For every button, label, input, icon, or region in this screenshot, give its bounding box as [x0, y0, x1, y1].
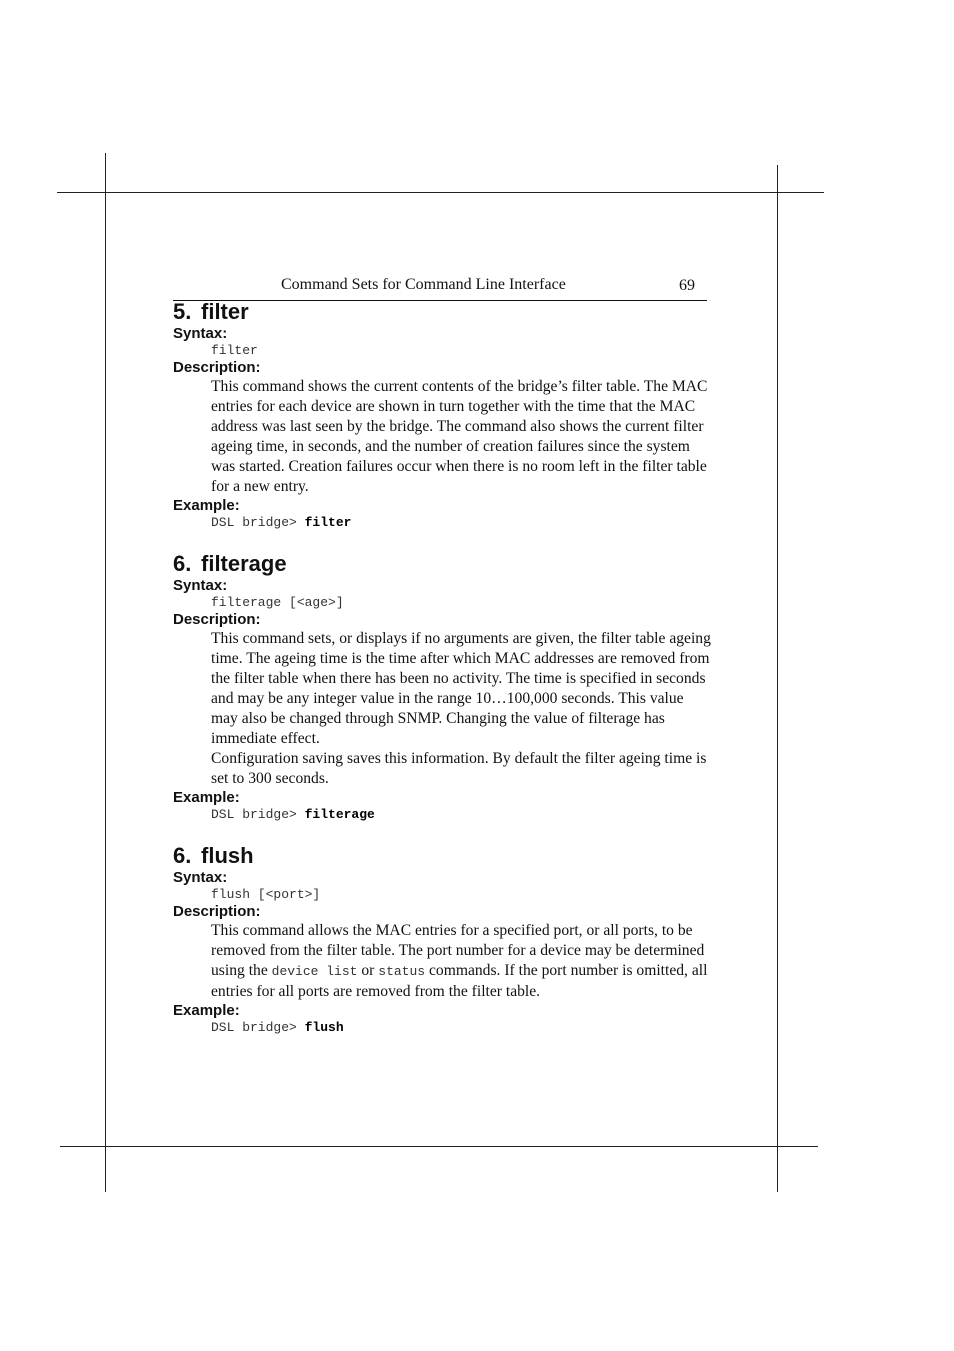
example-command: filterage — [304, 807, 375, 822]
description-text — [211, 629, 711, 789]
section-flush — [173, 843, 713, 1036]
section-number: 6. — [173, 551, 192, 576]
example-code — [211, 515, 713, 531]
description-part: This command allows the MAC entries for a specified port, or all ports, to be removed from the filter table. The port number for a device may be determined using the — [211, 922, 705, 979]
syntax-label: Syntax: — [173, 577, 228, 594]
section-title: filter — [201, 299, 249, 324]
example-prompt: DSL bridge> — [211, 515, 305, 530]
example-code — [211, 1020, 713, 1036]
description-paragraph: This command shows the current contents of the bridge’s filter table. The MAC entries for each device are shown in turn together with the time that the MAC address was last seen by the bridge. The command also shows the current filter ageing time, in seconds, and the number of creation failures since the system was started. Creation failures occur when there is no room left in the filter table for a new entry. — [211, 378, 708, 495]
syntax-code: filterage [<age>] — [211, 595, 344, 610]
description-part: or — [357, 962, 379, 979]
syntax-label: Syntax: — [173, 869, 228, 886]
inline-code: device list — [271, 964, 358, 979]
syntax-label: Syntax: — [173, 325, 228, 342]
description-label: Description: — [173, 611, 261, 628]
header-title: Command Sets for Command Line Interface — [281, 276, 566, 293]
example-label: Example: — [173, 497, 240, 514]
section-heading — [173, 843, 713, 869]
example-label: Example: — [173, 1002, 240, 1019]
page-content — [173, 299, 713, 1036]
section-number: 5. — [173, 299, 192, 324]
section-filter — [173, 299, 713, 531]
example-prompt: DSL bridge> — [211, 807, 305, 822]
section-filterage — [173, 551, 713, 823]
crop-mark — [777, 165, 778, 1192]
description-label: Description: — [173, 359, 261, 376]
description-text — [211, 921, 711, 1002]
example-command: filter — [304, 515, 352, 530]
example-command: flush — [304, 1020, 344, 1035]
section-title: flush — [201, 843, 254, 868]
syntax-code: filter — [211, 343, 258, 358]
description-paragraph — [211, 921, 711, 1002]
description-label: Description: — [173, 903, 261, 920]
syntax-code: flush [<port>] — [211, 887, 321, 902]
description-part: commands. If the port number is omitted, all entries for all ports are removed from the filter table. — [211, 962, 708, 1000]
example-code — [211, 807, 713, 823]
section-title: filterage — [201, 551, 287, 576]
description-text — [211, 377, 711, 497]
example-prompt: DSL bridge> — [211, 1020, 305, 1035]
section-heading — [173, 299, 713, 325]
running-header — [173, 276, 707, 301]
inline-code: status — [378, 964, 426, 979]
crop-mark — [60, 1146, 818, 1147]
section-heading — [173, 551, 713, 577]
crop-mark — [105, 153, 106, 1192]
description-paragraph: This command sets, or displays if no arguments are given, the filter table ageing time. The ageing time is the time after which MAC addresses are removed from the filter table when there has been no activity. The time is specified in seconds and may be any integer value in the range 10…100,000 seconds. This value may also be changed through SNMP. Changing the value of filterage has immediate effect. — [211, 630, 711, 747]
crop-mark — [57, 192, 824, 193]
section-number: 6. — [173, 843, 192, 868]
page-number: 69 — [679, 277, 695, 294]
description-paragraph: Configuration saving saves this information. By default the filter ageing time is set to 300 seconds. — [211, 750, 707, 787]
example-label: Example: — [173, 789, 240, 806]
